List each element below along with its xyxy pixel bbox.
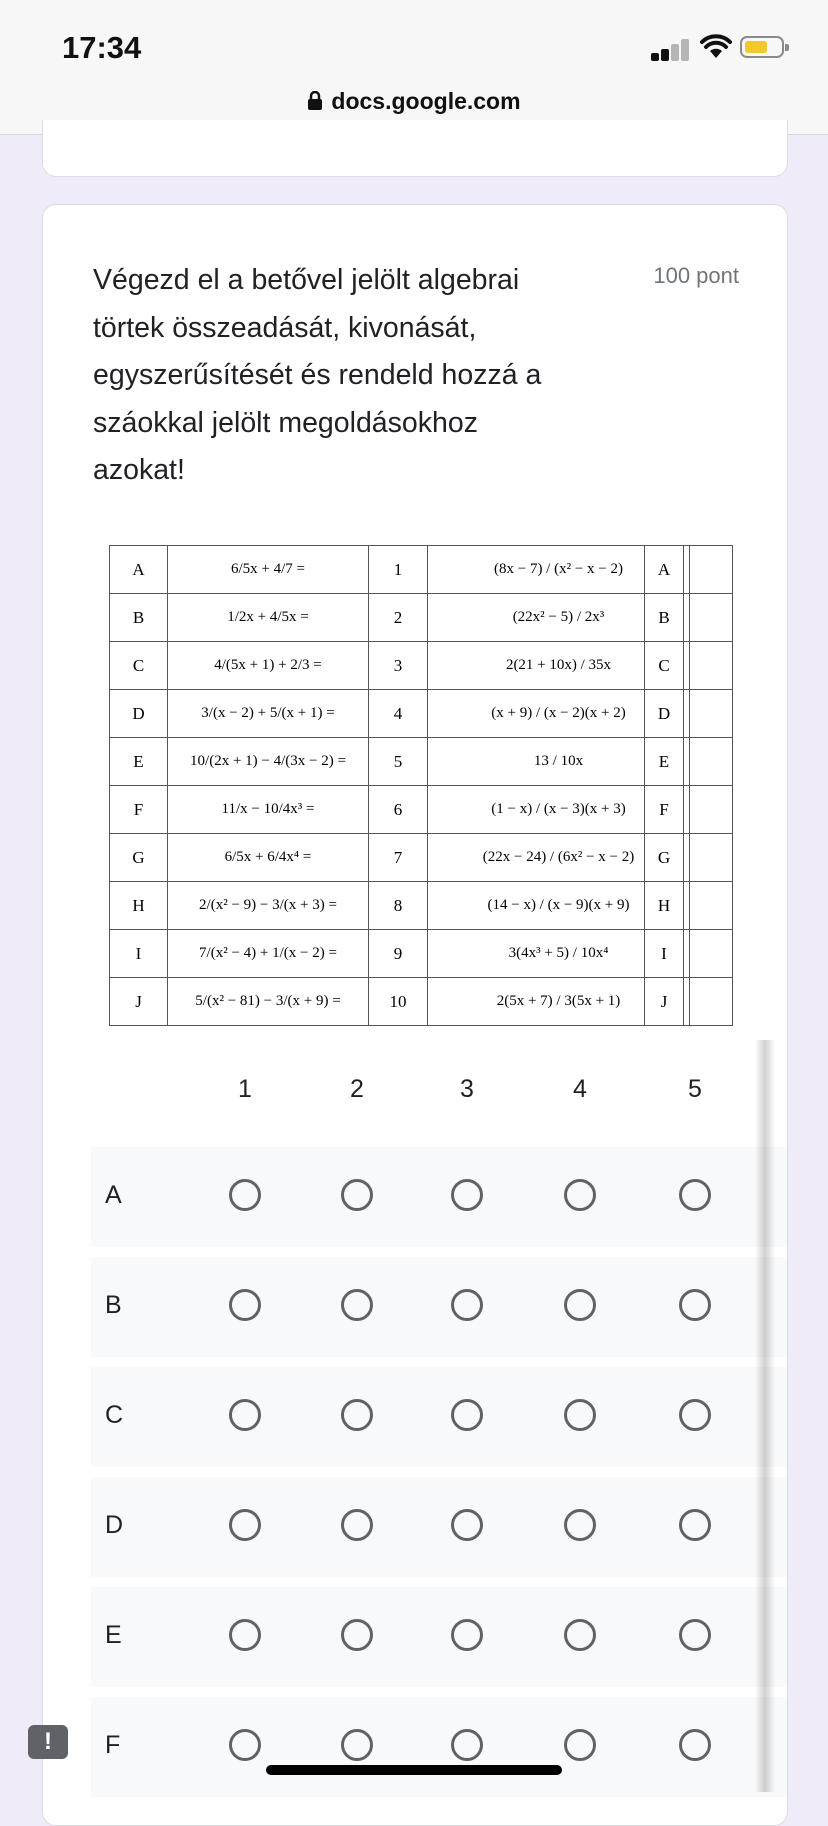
task-row — [110, 738, 690, 786]
task-expression: 6/5x + 4/7 = — [168, 546, 369, 594]
solution-number: 10 — [369, 978, 428, 1026]
task-row — [110, 546, 690, 594]
answer-key-blank — [684, 978, 733, 1026]
radio-button[interactable] — [229, 1289, 261, 1321]
solution-number: 6 — [369, 786, 428, 834]
task-letter: J — [110, 978, 168, 1026]
grid-row — [91, 1587, 788, 1687]
task-expression: 11/x − 10/4x³ = — [168, 786, 369, 834]
answer-key-letter: A — [645, 546, 684, 594]
task-letter: I — [110, 930, 168, 978]
home-indicator — [266, 1765, 562, 1775]
grid-row — [91, 1477, 788, 1577]
radio-button[interactable] — [229, 1509, 261, 1541]
solution-number: 1 — [369, 546, 428, 594]
radio-button[interactable] — [229, 1729, 261, 1761]
task-row — [110, 690, 690, 738]
grid-row-label: A — [105, 1181, 122, 1209]
answer-key-letter: I — [645, 930, 684, 978]
task-expression: 4/(5x + 1) + 2/3 = — [168, 642, 369, 690]
solution-number: 5 — [369, 738, 428, 786]
solution-expression: 13 / 10x — [428, 738, 690, 786]
task-row — [110, 834, 690, 882]
radio-button[interactable] — [451, 1179, 483, 1211]
solution-number: 3 — [369, 642, 428, 690]
answer-key-row — [645, 738, 733, 786]
radio-button[interactable] — [451, 1729, 483, 1761]
answer-key-blank — [684, 546, 733, 594]
radio-button[interactable] — [564, 1399, 596, 1431]
task-expression: 10/(2x + 1) − 4/(3x − 2) = — [168, 738, 369, 786]
answer-key-blank — [684, 690, 733, 738]
answer-key-row — [645, 690, 733, 738]
task-row — [110, 882, 690, 930]
solution-expression: (14 − x) / (x − 9)(x + 9) — [428, 882, 690, 930]
previous-question-card — [42, 120, 788, 177]
task-letter: B — [110, 594, 168, 642]
radio-button[interactable] — [341, 1619, 373, 1651]
grid-row-label: E — [105, 1621, 122, 1649]
task-row — [110, 930, 690, 978]
radio-button[interactable] — [341, 1399, 373, 1431]
answer-key-row — [645, 978, 733, 1026]
radio-button[interactable] — [451, 1289, 483, 1321]
answer-key-letter: B — [645, 594, 684, 642]
solution-expression: 2(5x + 7) / 3(5x + 1) — [428, 978, 690, 1026]
answer-key-row — [645, 642, 733, 690]
radio-button[interactable] — [341, 1729, 373, 1761]
clock-time: 17:34 — [62, 30, 142, 65]
grid-column-header: 3 — [460, 1075, 474, 1103]
solution-number: 9 — [369, 930, 428, 978]
radio-button[interactable] — [341, 1289, 373, 1321]
solution-expression: (1 − x) / (x − 3)(x + 3) — [428, 786, 690, 834]
task-expression: 5/(x² − 81) − 3/(x + 9) = — [168, 978, 369, 1026]
task-expression: 6/5x + 6/4x⁴ = — [168, 834, 369, 882]
task-row — [110, 594, 690, 642]
answer-key-blank — [684, 930, 733, 978]
grid-row-label: D — [105, 1511, 124, 1539]
points-label: 100 pont — [653, 263, 739, 288]
wifi-icon — [700, 34, 732, 60]
answer-key-blank — [684, 786, 733, 834]
radio-button[interactable] — [564, 1619, 596, 1651]
radio-button[interactable] — [564, 1729, 596, 1761]
answer-key-letter: F — [645, 786, 684, 834]
radio-button[interactable] — [564, 1289, 596, 1321]
grid-row-label: C — [105, 1401, 124, 1429]
question-card — [42, 204, 788, 1826]
task-letter: A — [110, 546, 168, 594]
grid-row — [91, 1257, 788, 1357]
grid-row-label: F — [105, 1731, 121, 1759]
radio-button[interactable] — [229, 1179, 261, 1211]
task-letter: D — [110, 690, 168, 738]
task-row — [110, 978, 690, 1026]
radio-button[interactable] — [679, 1289, 711, 1321]
radio-button[interactable] — [451, 1619, 483, 1651]
answer-key-blank — [684, 738, 733, 786]
radio-button[interactable] — [679, 1509, 711, 1541]
grid-row — [91, 1147, 788, 1247]
task-letter: C — [110, 642, 168, 690]
grid-column-header: 4 — [573, 1075, 587, 1103]
answer-key-row — [645, 834, 733, 882]
task-expression: 3/(x − 2) + 5/(x + 1) = — [168, 690, 369, 738]
solution-number: 2 — [369, 594, 428, 642]
grid-column-header: 1 — [238, 1075, 252, 1103]
task-letter: G — [110, 834, 168, 882]
question-title: Végezd el a betővel jelölt algebrai törtek összeadását, kivonását, egyszerűsítését és rendeld hozzá a száokkal jelölt megoldásokhoz azokat! — [93, 264, 542, 486]
solution-number: 4 — [369, 690, 428, 738]
task-expression: 7/(x² − 4) + 1/(x − 2) = — [168, 930, 369, 978]
radio-button[interactable] — [679, 1729, 711, 1761]
answer-key-row — [645, 930, 733, 978]
grid-row — [91, 1367, 788, 1467]
answer-key-letter: G — [645, 834, 684, 882]
task-letter: H — [110, 882, 168, 930]
solution-expression: 3(4x³ + 5) / 10x⁴ — [428, 930, 690, 978]
horizontal-scroll-shadow — [755, 1040, 775, 1792]
answer-key-letter: J — [645, 978, 684, 1026]
solution-number: 7 — [369, 834, 428, 882]
radio-button[interactable] — [229, 1619, 261, 1651]
answer-key-letter: C — [645, 642, 684, 690]
radio-button[interactable] — [451, 1399, 483, 1431]
solution-expression: (22x − 24) / (6x² − x − 2) — [428, 834, 690, 882]
answer-key-row — [645, 546, 733, 594]
grid-column-header: 2 — [350, 1075, 364, 1103]
address-bar[interactable] — [0, 88, 828, 115]
radio-button[interactable] — [341, 1179, 373, 1211]
answer-key-row — [645, 594, 733, 642]
radio-button[interactable] — [341, 1509, 373, 1541]
answer-key-row — [645, 882, 733, 930]
answer-key-blank — [684, 882, 733, 930]
grid-column-header: 5 — [688, 1075, 702, 1103]
solution-number: 8 — [369, 882, 428, 930]
grid-row-label: B — [105, 1291, 122, 1319]
report-abuse-button[interactable]: ! — [28, 1725, 68, 1759]
answer-key-letter: H — [645, 882, 684, 930]
task-expression: 1/2x + 4/5x = — [168, 594, 369, 642]
radio-button[interactable] — [564, 1179, 596, 1211]
url-text: docs.google.com — [331, 88, 521, 114]
solution-expression: (8x − 7) / (x² − x − 2) — [428, 546, 690, 594]
ios-status-bar — [0, 0, 828, 135]
task-row — [110, 642, 690, 690]
task-letter: E — [110, 738, 168, 786]
answer-key-letter: D — [645, 690, 684, 738]
task-expression: 2/(x² − 9) − 3/(x + 3) = — [168, 882, 369, 930]
grid-row — [91, 1697, 788, 1797]
radio-button[interactable] — [229, 1399, 261, 1431]
solution-expression: (x + 9) / (x − 2)(x + 2) — [428, 690, 690, 738]
cellular-signal-icon — [651, 37, 691, 61]
solution-expression: (22x² − 5) / 2x³ — [428, 594, 690, 642]
answer-key-blank — [684, 594, 733, 642]
radio-button[interactable] — [679, 1619, 711, 1651]
task-row — [110, 786, 690, 834]
solution-expression: 2(21 + 10x) / 35x — [428, 642, 690, 690]
radio-button[interactable] — [679, 1399, 711, 1431]
answer-key-table — [644, 545, 733, 1026]
battery-icon — [740, 36, 784, 58]
radio-button[interactable] — [679, 1179, 711, 1211]
answer-key-blank — [684, 834, 733, 882]
task-table — [109, 545, 690, 1026]
lock-icon — [307, 91, 323, 111]
radio-button[interactable] — [451, 1509, 483, 1541]
answer-key-letter: E — [645, 738, 684, 786]
task-letter: F — [110, 786, 168, 834]
radio-button[interactable] — [564, 1509, 596, 1541]
answer-key-blank — [684, 642, 733, 690]
answer-key-row — [645, 786, 733, 834]
